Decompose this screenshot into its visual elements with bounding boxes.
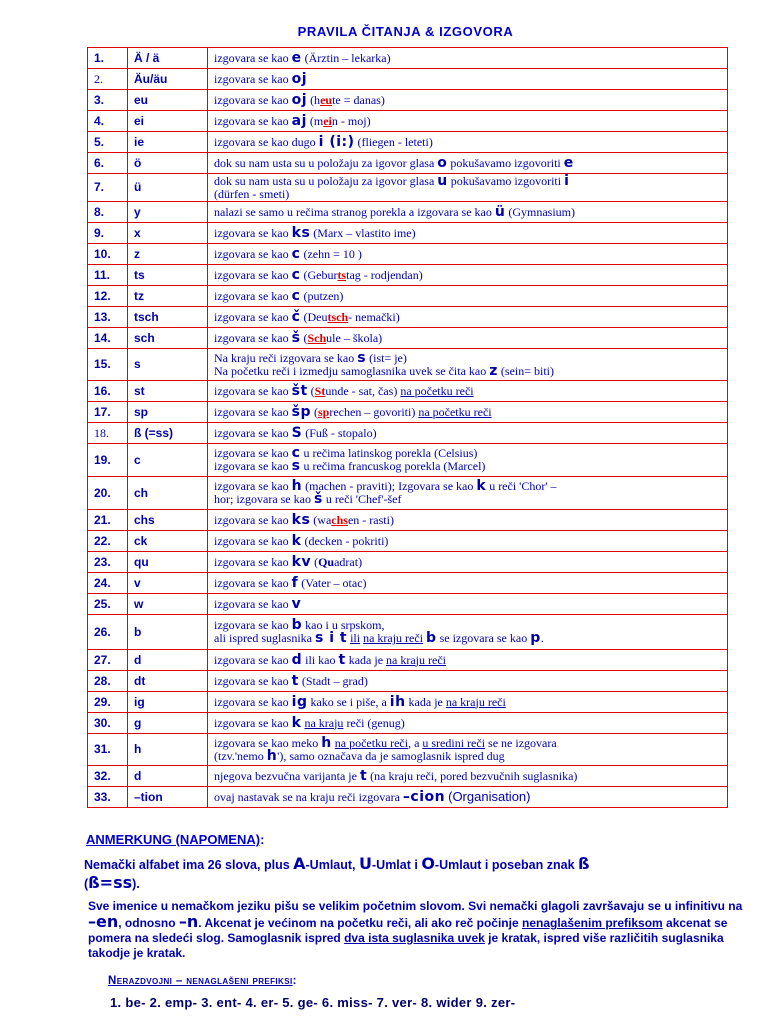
rule-letter: v [128,573,208,594]
rule-row [88,202,728,223]
rule-number: 27. [88,650,128,671]
rule-number: 11. [88,265,128,286]
rule-letter: x [128,223,208,244]
rule-row [88,69,728,90]
rule-letter: qu [128,552,208,573]
rule-letter: b [128,615,208,650]
alphabet-note: Nemački alfabet ima 26 slova, plus A-Umlaut, U-Umlat i O-Umlaut i poseban znak ß (ß=ss). [84,854,590,892]
rule-description: izgovara se kao f (Vater – otac) [208,573,728,594]
rule-letter: ck [128,531,208,552]
rule-description: izgovara se kao št (Stunde - sat, čas) na početku reči [208,381,728,402]
rule-description: izgovara se kao ks (wachsen - rasti) [208,510,728,531]
rule-letter: sp [128,402,208,423]
rule-number: 16. [88,381,128,402]
rule-number: 32. [88,766,128,787]
rule-number: 23. [88,552,128,573]
rule-description: izgovara se kao k (decken - pokriti) [208,531,728,552]
rule-number: 12. [88,286,128,307]
rule-number: 3. [88,90,128,111]
rule-description: izgovara se kao c (putzen) [208,286,728,307]
prefix-heading: Nerazdvojni – nenaglašeni prefiksi: [108,975,297,987]
rule-row [88,734,728,766]
rule-row [88,444,728,477]
rule-letter: Äu/äu [128,69,208,90]
rule-letter: d [128,766,208,787]
rule-row [88,650,728,671]
prefix-list: 1. be- 2. emp- 3. ent- 4. er- 5. ge- 6. miss- 7. ver- 8. wider 9. zer- [110,995,516,1010]
rule-letter: ö [128,153,208,174]
rule-letter: d [128,650,208,671]
rule-letter: tsch [128,307,208,328]
rule-number: 8. [88,202,128,223]
rule-number: 15. [88,349,128,381]
rule-letter: h [128,734,208,766]
rule-number: 20. [88,477,128,510]
napomena-label: (NAPOMENA) [171,832,261,847]
rule-row [88,111,728,132]
rule-row [88,307,728,328]
rule-letter: z [128,244,208,265]
rule-description: izgovara se kao oj [208,69,728,90]
rule-row [88,223,728,244]
rule-description: izgovara se kao š (Schule – škola) [208,328,728,349]
rule-description: izgovara se kao ig kako se i piše, a ih kada je na kraju reči [208,692,728,713]
rule-letter: ch [128,477,208,510]
rule-row [88,132,728,153]
rule-letter: st [128,381,208,402]
rule-row [88,381,728,402]
rule-row [88,594,728,615]
rule-number: 5. [88,132,128,153]
rule-number: 31. [88,734,128,766]
rule-description: izgovara se kao kv (Quadrat) [208,552,728,573]
rule-description: izgovara se kao oj (heute = danas) [208,90,728,111]
rule-row [88,48,728,69]
rule-number: 25. [88,594,128,615]
rule-row [88,328,728,349]
rule-description: njegova bezvučna varijanta je t (na kraju reči, pored bezvučnih suglasnika) [208,766,728,787]
rule-row [88,671,728,692]
rule-letter: sch [128,328,208,349]
rule-description: izgovara se kao b kao i u srpskom, ali ispred suglasnika s i t ili na kraju reči b se izgovara se kao p. [208,615,728,650]
rule-row [88,787,728,808]
rule-letter: dt [128,671,208,692]
rule-row [88,174,728,202]
rule-letter: ß (=ss) [128,423,208,444]
rule-row [88,713,728,734]
rule-letter: w [128,594,208,615]
rule-letter: ü [128,174,208,202]
anmerkung-heading: ANMERKUNG (NAPOMENA): [86,832,265,847]
rule-description: izgovara se kao v [208,594,728,615]
rule-number: 29. [88,692,128,713]
rule-description: Na kraju reči izgovara se kao s (ist= je) Na početku reči i izmedju samoglasnika uvek se čita kao z (sein= biti) [208,349,728,381]
rule-number: 22. [88,531,128,552]
rule-letter: tz [128,286,208,307]
rule-row [88,573,728,594]
rule-row [88,692,728,713]
rule-description: dok su nam usta su u položaju za igovor glasa u pokušavamo izgovoriti i (dürfen - smeti) [208,174,728,202]
rule-description: izgovara se kao e (Ärztin – lekarka) [208,48,728,69]
rule-description: izgovara se kao meko h na početku reči, a u sredini reči se ne izgovara (tzv.'nemo h'), samo označava da je samoglasnik ispred dug [208,734,728,766]
rule-number: 24. [88,573,128,594]
rule-letter: y [128,202,208,223]
rule-letter: chs [128,510,208,531]
rule-number: 7. [88,174,128,202]
rule-number: 9. [88,223,128,244]
rule-letter: –tion [128,787,208,808]
rule-description: izgovara se kao k na kraju reči (genug) [208,713,728,734]
rule-letter: ts [128,265,208,286]
rule-row [88,286,728,307]
rule-row [88,402,728,423]
rule-letter: ig [128,692,208,713]
rule-number: 33. [88,787,128,808]
rule-number: 10. [88,244,128,265]
rule-description: izgovara se kao c (Geburtstag - rodjendan) [208,265,728,286]
rule-row [88,90,728,111]
rule-number: 21. [88,510,128,531]
rule-row [88,265,728,286]
rule-row [88,531,728,552]
rule-description: izgovara se kao c (zehn = 10 ) [208,244,728,265]
rule-number: 1. [88,48,128,69]
rule-number: 19. [88,444,128,477]
rule-number: 14. [88,328,128,349]
rule-description: izgovara se kao šp (sprechen – govoriti) na početku reči [208,402,728,423]
rule-row [88,244,728,265]
rule-number: 6. [88,153,128,174]
rule-number: 2. [88,69,128,90]
anmerkung-label: ANMERKUNG [86,832,172,847]
rule-number: 4. [88,111,128,132]
grammar-note: Sve imenice u nemačkom jeziku pišu se velikim početnim slovom. Svi nemački glagoli završavaju se u infinitivu na –en, odnosno –n. Akcenat je većinom na početku reči, ali ako reč počinje nenaglašenim prefiksom akcenat se pomera na sledeći slog. Samoglasnik ispred dva ista suglasnika uvek je kratak, ispred više različitih suglasnika takodje je kratak. [88,899,743,960]
rule-description: izgovara se kao č (Deutsch- nemački) [208,307,728,328]
page-title: PRAVILA ČITANJA & IZGOVORA [297,24,514,39]
rule-letter: eu [128,90,208,111]
rule-letter: g [128,713,208,734]
rule-description: izgovara se kao d ili kao t kada je na kraju reči [208,650,728,671]
rule-letter: Ä / ä [128,48,208,69]
rule-number: 18. [88,423,128,444]
rule-number: 26. [88,615,128,650]
rule-description: izgovara se kao dugo i (i:) (fliegen - leteti) [208,132,728,153]
rule-letter: ie [128,132,208,153]
rule-row [88,615,728,650]
rule-row [88,552,728,573]
rule-description: nalazi se samo u rečima stranog porekla a izgovara se kao ü (Gymnasium) [208,202,728,223]
rule-row [88,477,728,510]
rule-description: dok su nam usta su u položaju za igovor glasa o pokušavamo izgovoriti e [208,153,728,174]
rule-description: izgovara se kao h (machen - praviti); Izgovara se kao k u reči 'Chor' – hor; izgovara se kao š u reči 'Chef'-šef [208,477,728,510]
rule-number: 17. [88,402,128,423]
rule-letter: ei [128,111,208,132]
rule-letter: c [128,444,208,477]
rule-description: izgovara se kao c u rečima latinskog porekla (Celsius) izgovara se kao s u rečima francuskog porekla (Marcel) [208,444,728,477]
rule-description: ovaj nastavak se na kraju reči izgovara –cion (Organisation) [208,787,728,808]
notes-section [84,832,744,1010]
rule-row [88,349,728,381]
rule-number: 30. [88,713,128,734]
rule-description: izgovara se kao aj (mein - moj) [208,111,728,132]
rule-number: 28. [88,671,128,692]
rule-description: izgovara se kao t (Stadt – grad) [208,671,728,692]
rule-number: 13. [88,307,128,328]
rule-description: izgovara se kao S (Fuß - stopalo) [208,423,728,444]
rule-letter: s [128,349,208,381]
rule-row [88,766,728,787]
rule-row [88,423,728,444]
rule-description: izgovara se kao ks (Marx – vlastito ime) [208,223,728,244]
rules-table [87,47,728,808]
rule-row [88,153,728,174]
rule-row [88,510,728,531]
